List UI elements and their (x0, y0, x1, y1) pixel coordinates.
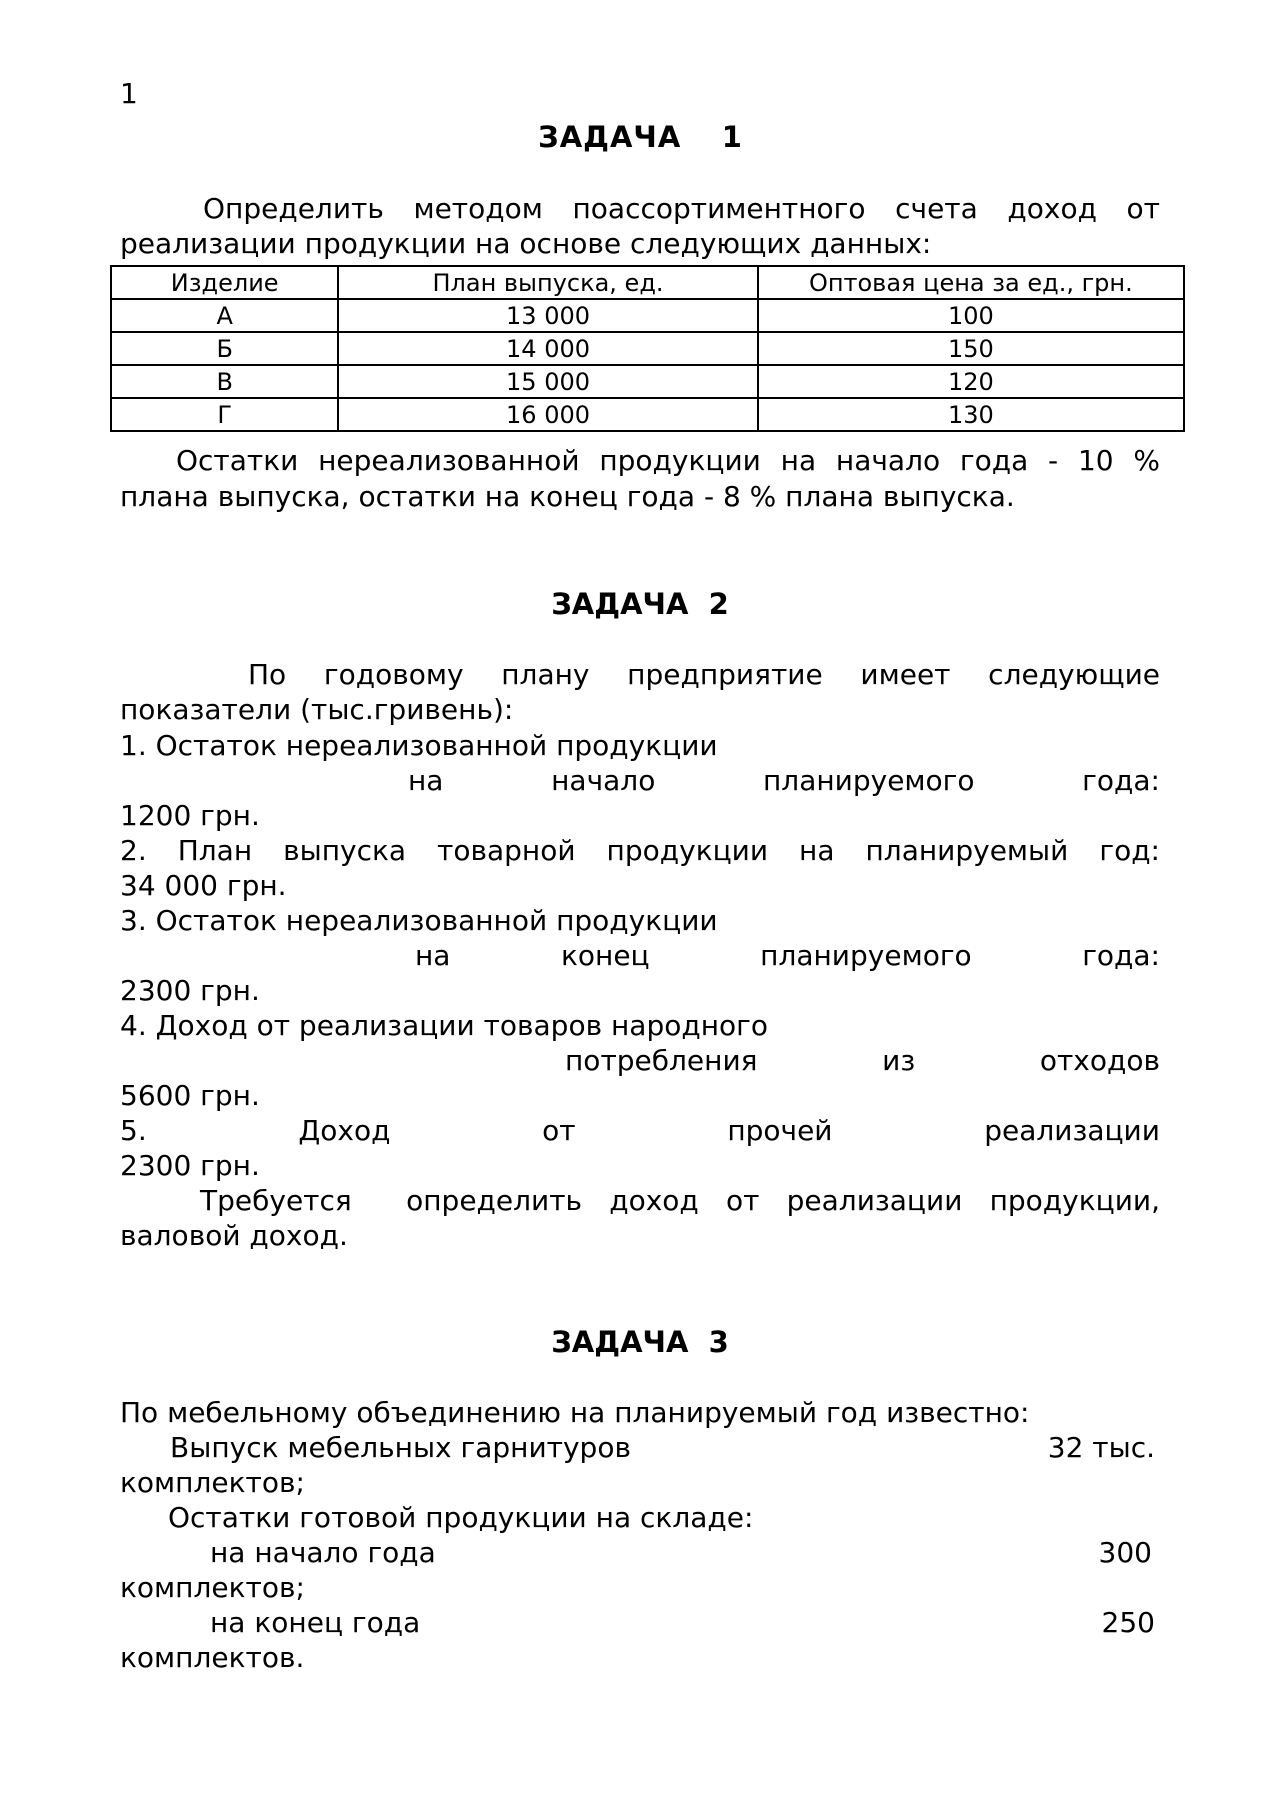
word: от (542, 1114, 576, 1147)
task2-item1-line3: 1200 грн. (120, 799, 260, 832)
word: годовому (323, 658, 464, 691)
task1-intro-line1-text: Определить методом поассортиментного счета доход от (203, 192, 1160, 225)
word: на (415, 939, 451, 972)
table-header-cell: Оптовая цена за ед., грн. (758, 266, 1184, 299)
table-cell: 120 (758, 365, 1184, 398)
word: Доход (298, 1114, 391, 1147)
task3-line3: комплектов; (120, 1466, 305, 1499)
task1-table (110, 265, 1185, 432)
task1-title-word: ЗАДАЧА (538, 120, 682, 154)
task3-title: ЗАДАЧА 3 (551, 1325, 729, 1359)
table-row (111, 398, 1184, 431)
table-cell: В (111, 365, 338, 398)
task1-note-line2: плана выпуска, остатки на конец года - 8 % плана выпуска. (120, 480, 1015, 513)
word: предприятие (627, 658, 823, 691)
task2-item1-line1: 1. Остаток нереализованной продукции (120, 729, 718, 762)
table-cell: 16 000 (338, 398, 757, 431)
task2-item2-line1-text: 2. План выпуска товарной продукции на планируемый год: (120, 834, 1160, 867)
table-cell: А (111, 299, 338, 332)
table-row (111, 299, 1184, 332)
task2-item3-line3: 2300 грн. (120, 974, 260, 1007)
task2-item4-line1: 4. Доход от реализации товаров народного (120, 1009, 768, 1042)
table-cell: 15 000 (338, 365, 757, 398)
table-cell: 130 (758, 398, 1184, 431)
task2-requirement-line1-text: Требуется определить доход от реализации продукции, (200, 1184, 1160, 1217)
task2-item3-line2 (415, 938, 1160, 973)
word: 5. (120, 1114, 147, 1147)
word: потребления (565, 1044, 758, 1077)
task2-title: ЗАДАЧА 2 (551, 587, 729, 621)
word: конец (560, 939, 650, 972)
table-header-cell: Изделие (111, 266, 338, 299)
task2-requirement-line1 (200, 1183, 1160, 1218)
word: имеет (860, 658, 951, 691)
table-header-cell: План выпуска, ед. (338, 266, 757, 299)
task1-intro-line1 (203, 191, 1160, 226)
table-cell: 150 (758, 332, 1184, 365)
table-cell: 100 (758, 299, 1184, 332)
task3-line7-label: на конец года (210, 1606, 421, 1639)
word: года: (1082, 764, 1160, 797)
word: следующие (988, 658, 1160, 691)
word: отходов (1039, 1044, 1160, 1077)
table-cell: Б (111, 332, 338, 365)
table-cell: 14 000 (338, 332, 757, 365)
task2-item3-line1: 3. Остаток нереализованной продукции (120, 904, 718, 937)
task3-line6: комплектов; (120, 1571, 305, 1604)
task2-item2-line1 (120, 833, 1160, 868)
task1-intro-line2: реализации продукции на основе следующих данных: (120, 227, 932, 260)
task1-note-line1-text: Остатки нереализованной продукции на начало года - 10 % (176, 444, 1160, 477)
table-row (111, 332, 1184, 365)
task2-item2-line2: 34 000 грн. (120, 869, 287, 902)
table-cell: 13 000 (338, 299, 757, 332)
word: года: (1082, 939, 1160, 972)
task3-line1: По мебельному объединению на планируемый год известно: (120, 1396, 1030, 1429)
task3-line2-label: Выпуск мебельных гарнитуров (170, 1431, 631, 1464)
task2-intro-line1 (248, 657, 1160, 692)
task2-intro-line2: показатели (тыс.гривень): (120, 693, 514, 726)
task3-line5-label: на начало года (210, 1536, 436, 1569)
table-cell: Г (111, 398, 338, 431)
task3-line8: комплектов. (120, 1641, 305, 1674)
table-row (111, 365, 1184, 398)
word: планируемого (760, 939, 972, 972)
task3-line4: Остатки готовой продукции на складе: (168, 1501, 754, 1534)
word: прочей (727, 1114, 833, 1147)
word: плану (501, 658, 590, 691)
word: По (248, 658, 287, 691)
task1-title-number: 1 (721, 120, 742, 154)
word: на (408, 764, 444, 797)
task2-requirement-line2: валовой доход. (120, 1219, 348, 1252)
task2-item4-line2 (565, 1043, 1160, 1078)
word: начало (551, 764, 656, 797)
task2-item4-line3: 5600 грн. (120, 1079, 260, 1112)
table-header-row (111, 266, 1184, 299)
page-number: 1 (120, 77, 138, 110)
task1-title (0, 120, 1280, 154)
word: планируемого (762, 764, 975, 797)
word: реализации (984, 1114, 1160, 1147)
task2-item5-line1 (120, 1113, 1160, 1148)
task1-note-line1 (176, 443, 1160, 478)
task3-line2-value: 32 тыс. (1047, 1431, 1155, 1464)
task2-item5-line2: 2300 грн. (120, 1149, 260, 1182)
task2-item1-line2 (408, 763, 1160, 798)
task3-line5-value: 300 (1098, 1536, 1152, 1569)
task3-line7-value: 250 (1101, 1606, 1155, 1639)
word: из (882, 1044, 916, 1077)
